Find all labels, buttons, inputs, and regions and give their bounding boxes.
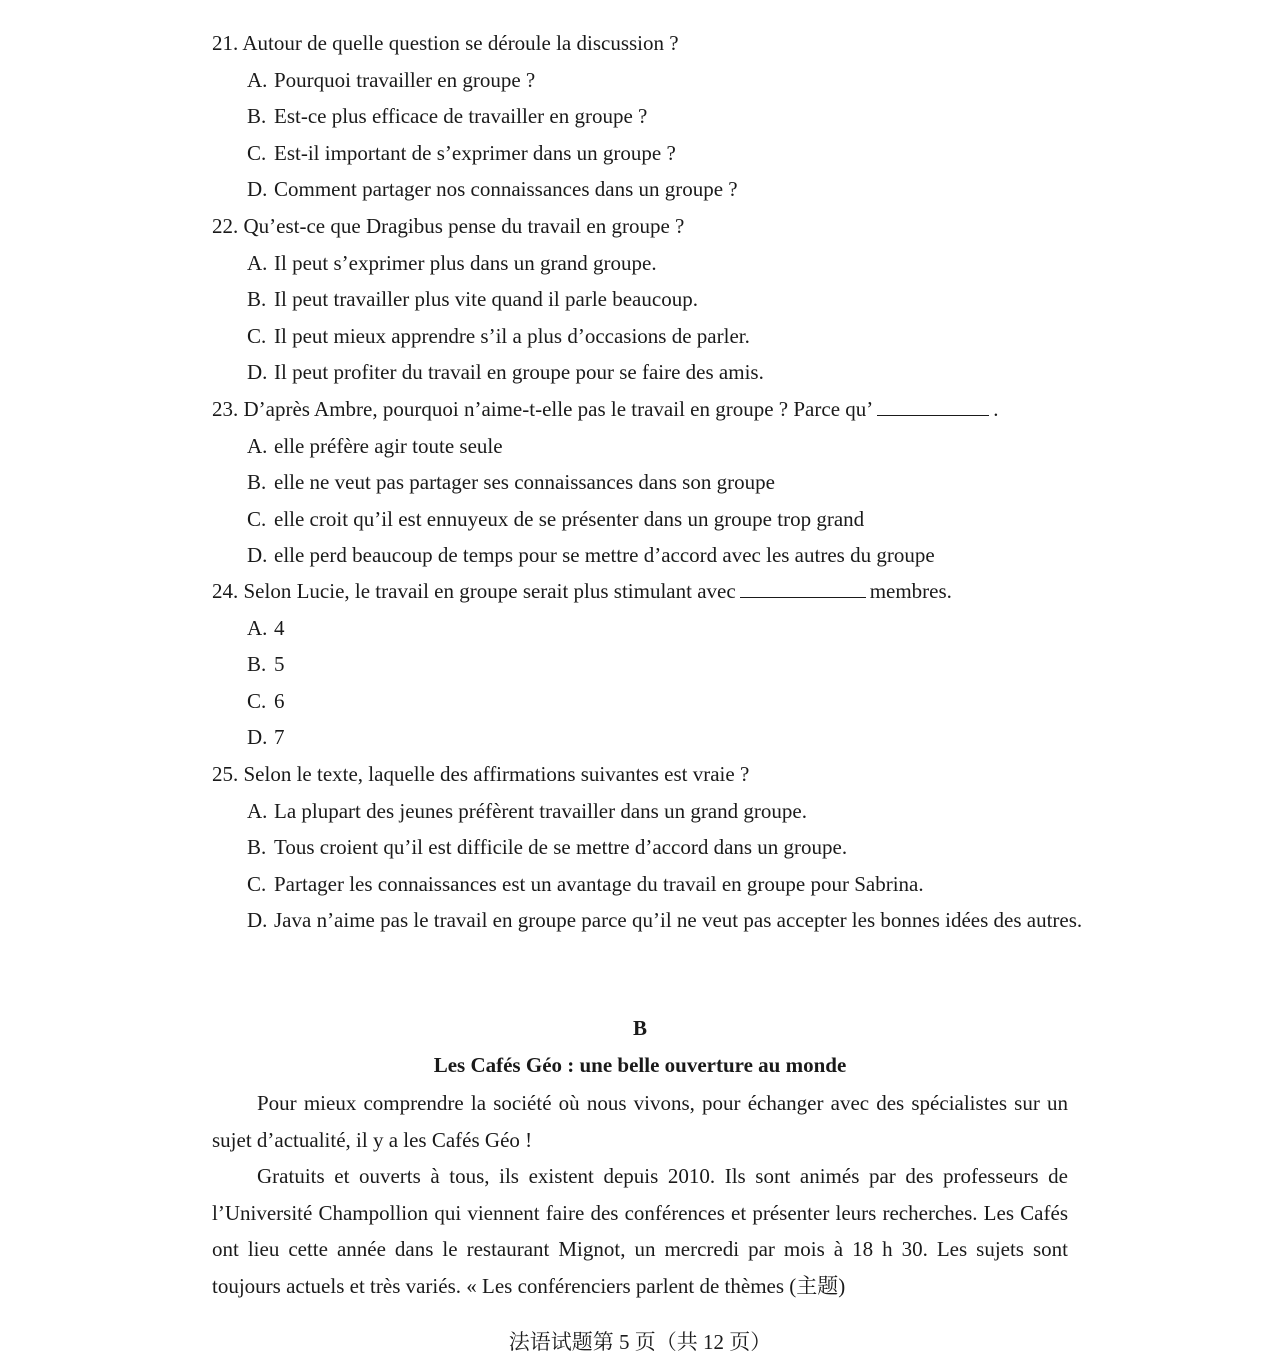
option-b: B. Est-ce plus efficace de travailler en groupe ? — [247, 104, 648, 128]
option-d: D. elle perd beaucoup de temps pour se mettre d’accord avec les autres du groupe — [247, 543, 935, 567]
option-d: D. Comment partager nos connaissances dans un groupe ? — [247, 177, 738, 201]
option-a: A. Pourquoi travailler en groupe ? — [247, 67, 536, 92]
option-b: B. 5 — [247, 652, 285, 676]
question-24 — [212, 573, 1068, 756]
question-22 — [212, 208, 1068, 391]
question-stem: 24. Selon Lucie, le travail en groupe serait plus stimulant avec membres. — [212, 579, 952, 603]
option-a: A. Il peut s’exprimer plus dans un grand groupe. — [247, 250, 657, 275]
paragraph: Pour mieux comprendre la société où nous vivons, pour échanger avec des spécialistes sur un sujet d’actualité, il y a les Cafés Géo ! — [212, 1091, 1068, 1152]
question-stem: 21. Autour de quelle question se déroule la discussion ? — [212, 31, 679, 55]
option-a: A. La plupart des jeunes préfèrent travailler dans un grand groupe. — [247, 798, 807, 823]
question-stem: 22. Qu’est-ce que Dragibus pense du travail en groupe ? — [212, 214, 685, 238]
question-stem: 23. D’après Ambre, pourquoi n’aime-t-elle pas le travail en groupe ? Parce qu’ . — [212, 397, 999, 421]
section-title: Les Cafés Géo : une belle ouverture au monde — [433, 1053, 847, 1077]
option-d: D. Il peut profiter du travail en groupe pour se faire des amis. — [247, 360, 764, 384]
section-letter: B — [632, 1016, 647, 1040]
answer-blank — [740, 577, 866, 598]
paragraph: Gratuits et ouverts à tous, ils existent depuis 2010. Ils sont animés par des professeurs de l’Université Champollion qui viennent faire des conférences et présenter leurs recherches. Les Cafés ont lieu cette année dans le restaurant Mignot, un mercredi par mois à 18 h 30. Les sujets sont toujours actuels et très variés. « Les conférenciers parlent de thèmes (主题) — [212, 1164, 1068, 1298]
option-c: C. Est-il important de s’exprimer dans un groupe ? — [247, 140, 676, 165]
question-21 — [212, 25, 1068, 208]
question-stem: 25. Selon le texte, laquelle des affirmations suivantes est vraie ? — [212, 762, 750, 786]
option-d: D. Java n’aime pas le travail en groupe parce qu’il ne veut pas accepter les bonnes idées des autres. — [247, 908, 1083, 932]
option-a: A. 4 — [247, 615, 285, 640]
option-b: B. Il peut travailler plus vite quand il parle beaucoup. — [247, 287, 698, 311]
option-c: C. 6 — [247, 688, 285, 713]
option-b: B. elle ne veut pas partager ses connaissances dans son groupe — [247, 470, 775, 494]
option-b: B. Tous croient qu’il est difficile de se mettre d’accord dans un groupe. — [247, 835, 848, 859]
answer-blank — [877, 395, 989, 416]
option-d: D. 7 — [247, 725, 285, 749]
option-c: C. elle croit qu’il est ennuyeux de se présenter dans un groupe trop grand — [247, 506, 865, 531]
option-c: C. Partager les connaissances est un avantage du travail en groupe pour Sabrina. — [247, 871, 924, 896]
option-c: C. Il peut mieux apprendre s’il a plus d’occasions de parler. — [247, 323, 750, 348]
question-25 — [212, 756, 1083, 939]
reading-passage — [212, 1085, 1068, 1304]
option-a: A. elle préfère agir toute seule — [247, 433, 503, 458]
question-23 — [212, 391, 1068, 574]
page-footer: 法语试题第 5 页（共 12 页） — [508, 1330, 772, 1354]
